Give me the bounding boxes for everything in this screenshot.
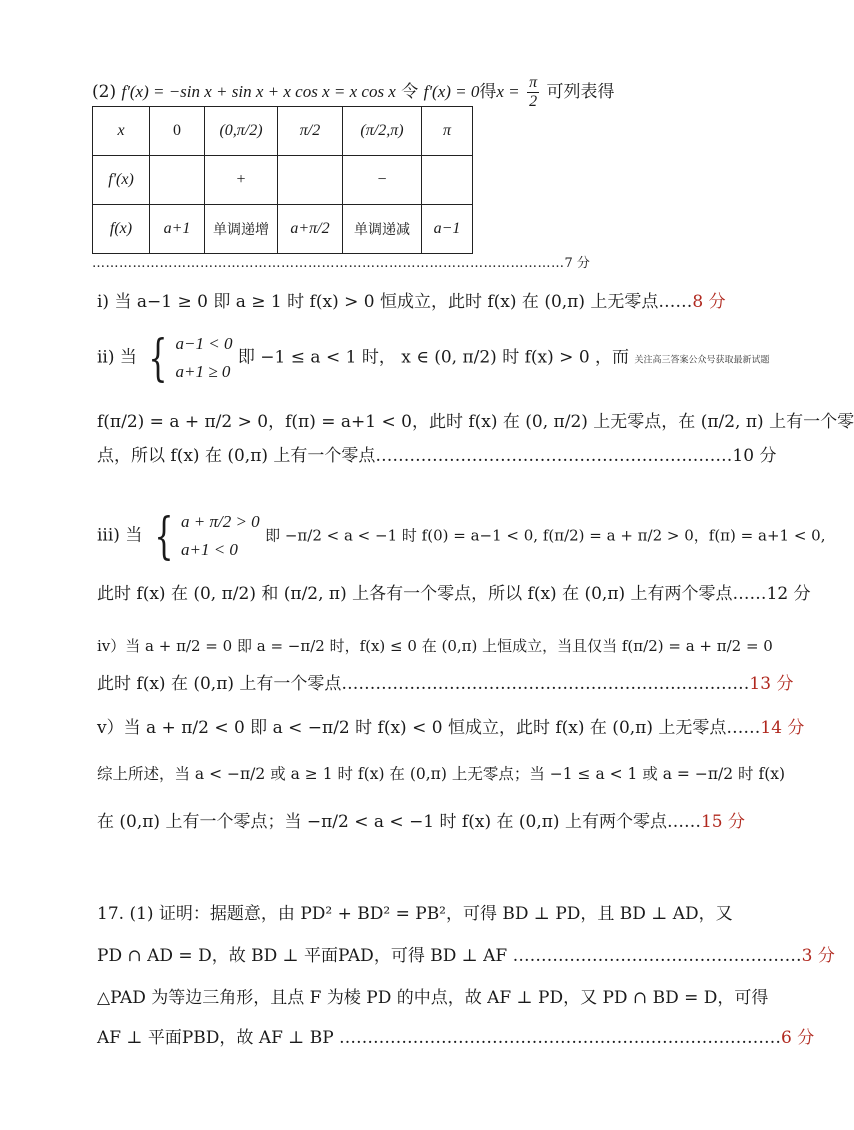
score-12: 12 分 [766, 584, 811, 604]
case-i-text: i) 当 a−1 ≥ 0 即 a ≥ 1 时 f(x) > 0 恒成立，此时 f(x) 在 (0,π) 上无零点…… [97, 292, 693, 312]
watermark-text: 关注高三答案公众号获取最新试题 [634, 355, 770, 366]
header-x: x [93, 107, 150, 156]
case-ii-label: ii) 当 [97, 347, 137, 368]
zero-equation: f'(x) = 0 [423, 82, 480, 101]
cell-fp-2 [278, 156, 343, 205]
score-6: 6 分 [781, 1028, 815, 1048]
get-text: 得 [479, 82, 497, 102]
cell-x-0: 0 [150, 107, 205, 156]
case-iii [97, 508, 825, 564]
table-row-fprime [93, 156, 473, 205]
frac-den: 2 [529, 93, 538, 110]
case-ii-line3-text: 点，所以 f(x) 在 (0,π) 上有一个零点……………………………………………………… [97, 446, 733, 466]
case-iv [97, 634, 773, 658]
cell-fp-3: − [343, 156, 422, 205]
system-line-1: a−1 < 0 [175, 334, 233, 353]
cell-f-2: a+π/2 [278, 205, 343, 254]
cell-f-3: 单调递减 [343, 205, 422, 254]
summary-line1-text: 综上所述，当 a < −π/2 或 a ≥ 1 时 f(x) 在 (0,π) 上无零点；当 −1 ≤ a < 1 或 a = −π/2 时 f(x) [97, 765, 786, 783]
score-15: 15 分 [700, 812, 745, 832]
q17-line1-text: 17. (1) 证明：据题意，由 PD² + BD² = PB²，可得 BD ⊥ PD，且 BD ⊥ AD，又 [97, 904, 733, 924]
score-14: 14 分 [760, 718, 805, 738]
table-row-f [93, 205, 473, 254]
case-ii-text: 即 −1 ≤ a < 1 时， x ∈ (0, π/2) 时 f(x) > 0 ，而 [237, 347, 630, 368]
case-iv-line2-text: 此时 f(x) 在 (0,π) 上有一个零点……………………………………………………………… [97, 674, 750, 694]
cell-f-4: a−1 [422, 205, 473, 254]
cell-fp-1: + [205, 156, 278, 205]
q17-line4-text: AF ⊥ 平面PBD，故 AF ⊥ BP …………………………………………………………………… [97, 1028, 782, 1048]
case-iii-line2 [97, 582, 811, 606]
system-line-1: a + π/2 > 0 [180, 512, 260, 531]
summary-line2-text: 在 (0,π) 上有一个零点；当 −π/2 < a < −1 时 f(x) 在 (0,π) 上有两个零点…… [97, 812, 701, 832]
case-i [97, 290, 726, 314]
system-line-2: a+1 ≥ 0 [175, 362, 231, 381]
case-iv-line2 [97, 672, 793, 696]
score-13: 13 分 [749, 674, 794, 694]
x-equals: x = [496, 82, 520, 101]
case-ii-system [176, 330, 233, 386]
system-line-2: a+1 < 0 [180, 540, 238, 559]
case-v [97, 716, 804, 740]
header-f: f(x) [93, 205, 150, 254]
cell-f-1: 单调递增 [205, 205, 278, 254]
case-ii-line2 [97, 410, 854, 434]
dot-leader: …………………………………………………………………………………………… [92, 256, 565, 271]
table-intro-text: 可列表得 [546, 82, 615, 102]
q17-line1 [97, 902, 733, 926]
score-line-7 [92, 252, 590, 276]
variation-table [92, 106, 473, 254]
table-row-x [93, 107, 473, 156]
q17-line3-text: △PAD 为等边三角形，且点 F 为棱 PD 的中点，故 AF ⊥ PD，又 PD ∩ BD = D，可得 [97, 988, 769, 1008]
part-label: (2) [92, 82, 117, 102]
cell-x-4: π [422, 107, 473, 156]
case-iv-text: iv）当 a + π/2 = 0 即 a = −π/2 时，f(x) ≤ 0 在 (0,π) 上恒成立，当且仅当 f(π/2) = a + π/2 = 0 [97, 637, 773, 655]
cell-f-0: a+1 [150, 205, 205, 254]
summary-line1 [97, 762, 785, 786]
cell-fp-0 [150, 156, 205, 205]
q17-line2-text: PD ∩ AD = D，故 BD ⊥ 平面PAD，可得 BD ⊥ AF …………………………………………… [97, 946, 802, 966]
score-3: 3 分 [801, 946, 835, 966]
case-iii-text: 即 −π/2 < a < −1 时 f(0) = a−1 < 0, f(π/2) = a + π/2 > 0，f(π) = a+1 < 0, [265, 526, 826, 545]
derivative-expression: f'(x) = −sin x + sin x + x cos x = x cos x [121, 82, 396, 101]
cell-x-1: (0,π/2) [205, 107, 278, 156]
q17-line3 [97, 986, 768, 1010]
score-8: 8 分 [692, 292, 726, 312]
cell-fp-4 [422, 156, 473, 205]
pi-over-two-fraction [527, 74, 539, 111]
case-v-text: v）当 a + π/2 < 0 即 a < −π/2 时 f(x) < 0 恒成立，此时 f(x) 在 (0,π) 上无零点…… [97, 718, 761, 738]
q17-line2 [97, 944, 835, 968]
q17-line4 [97, 1026, 814, 1050]
header-fprime: f'(x) [93, 156, 150, 205]
summary-line2 [97, 810, 745, 834]
cell-x-2: π/2 [278, 107, 343, 156]
case-iii-system [181, 508, 260, 564]
case-ii-line2-text: f(π/2) = a + π/2 > 0，f(π) = a+1 < 0，此时 f(x) 在 (0, π/2) 上无零点，在 (π/2, π) 上有一个零 [97, 412, 854, 432]
case-ii [97, 330, 769, 386]
case-ii-line3 [97, 444, 776, 468]
case-iii-line2-text: 此时 f(x) 在 (0, π/2) 和 (π/2, π) 上各有一个零点，所以 f(x) 在 (0,π) 上有两个零点…… [97, 584, 767, 604]
let-text: 令 [401, 82, 419, 102]
cell-x-3: (π/2,π) [343, 107, 422, 156]
score-10: 10 分 [732, 446, 777, 466]
frac-num: π [529, 74, 538, 91]
case-iii-label: iii) 当 [97, 525, 143, 546]
score-7: 7 分 [564, 256, 590, 271]
left-brace-icon: { [154, 507, 174, 565]
left-brace-icon: { [148, 329, 168, 387]
